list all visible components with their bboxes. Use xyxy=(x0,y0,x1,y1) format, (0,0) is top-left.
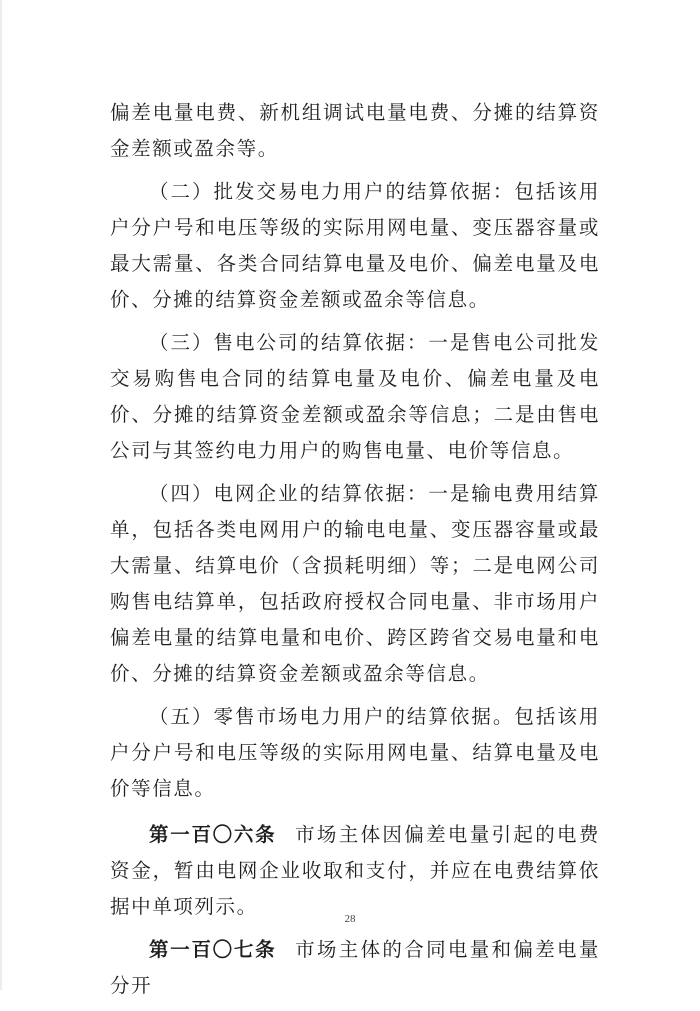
article-107 xyxy=(110,932,600,1004)
page-number: 28 xyxy=(344,913,356,925)
article-106 xyxy=(110,817,600,925)
article-106-number: 第一百〇六条 xyxy=(149,823,277,846)
paragraph-wholesale-users: （二）批发交易电力用户的结算依据：包括该用户分户号和电压等级的实际用网电量、变压器容量或最大需量、各类合同结算电量及电价、偏差电量及电价、分摊的结算资金差额或盈余等信息。 xyxy=(110,180,600,311)
article-107-text: 市场主体的合同电量和偏差电量分开 xyxy=(110,938,600,997)
paragraph-grid-enterprises: （四）电网企业的结算依据：一是输电费用结算单，包括各类电网用户的输电电量、变压器容量或最大需量、结算电价（含损耗明细）等；二是电网公司购售电结算单，包括政府授权合同电量、非市场用户偏差电量的结算电量和电价、跨区跨省交易电量和电价、分摊的结算资金差额或盈余等信息。 xyxy=(110,482,600,685)
article-106-text: 市场主体因偏差电量引起的电费资金，暂由电网企业收取和支付，并应在电费结算依据中单项列示。 xyxy=(110,823,600,918)
paragraph-continued: 偏差电量电费、新机组调试电量电费、分摊的结算资金差额或盈余等。 xyxy=(110,101,600,160)
paragraph-retail-users: （五）零售市场电力用户的结算依据。包括该用户分户号和电压等级的实际用网电量、结算电量及电价等信息。 xyxy=(110,705,600,800)
article-107-number: 第一百〇七条 xyxy=(149,938,277,961)
document-body xyxy=(110,95,600,1011)
paragraph-retail-companies: （三）售电公司的结算依据：一是售电公司批发交易购售电合同的结算电量及电价、偏差电量及电价、分摊的结算资金差额或盈余等信息；二是由售电公司与其签约电力用户的购售电量、电价等信息。 xyxy=(110,331,600,462)
